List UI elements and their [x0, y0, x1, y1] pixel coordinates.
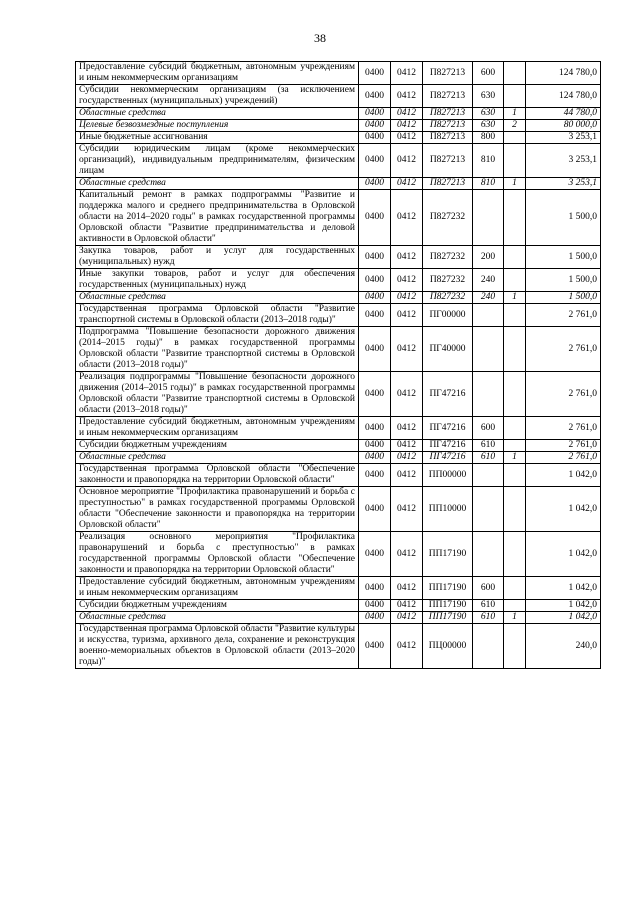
table-row	[76, 417, 601, 440]
expense-type-cell	[473, 190, 504, 246]
section-code-cell: 0400	[359, 440, 391, 452]
section-code-cell: 0400	[359, 62, 391, 85]
expense-type-cell	[473, 304, 504, 327]
funding-source-cell	[504, 577, 526, 600]
funding-source-cell	[504, 624, 526, 669]
expense-type-cell: 240	[473, 269, 504, 292]
subsection-code-cell: 0412	[391, 372, 423, 417]
subsection-code-cell: 0412	[391, 452, 423, 464]
item-name-cell: Закупка товаров, работ и услуг для государственных (муниципальных) нужд	[76, 246, 359, 269]
target-article-cell: ПП17190	[423, 532, 473, 577]
item-name-cell: Областные средства	[76, 612, 359, 624]
table-row	[76, 327, 601, 372]
amount-cell: 3 253,1	[526, 178, 601, 190]
table-row	[76, 144, 601, 178]
expense-type-cell: 200	[473, 246, 504, 269]
table-row	[76, 304, 601, 327]
section-code-cell: 0400	[359, 292, 391, 304]
expense-type-cell: 600	[473, 577, 504, 600]
target-article-cell: ПП17190	[423, 600, 473, 612]
expense-type-cell: 630	[473, 108, 504, 120]
item-name-cell: Подпрограмма "Повышение безопасности дорожного движения (2014–2015 годы)" в рамках государственной программы Орловской области "Развитие транспортной системы в Орловской области (2013–2018 годы)"	[76, 327, 359, 372]
item-name-cell: Предоставление субсидий бюджетным, автономным учреждениям и иным некоммерческим организациям	[76, 577, 359, 600]
expense-type-cell	[473, 532, 504, 577]
table-row	[76, 464, 601, 487]
expense-type-cell: 800	[473, 132, 504, 144]
section-code-cell: 0400	[359, 178, 391, 190]
table-row	[76, 600, 601, 612]
table-row	[76, 246, 601, 269]
subsection-code-cell: 0412	[391, 612, 423, 624]
amount-cell: 2 761,0	[526, 327, 601, 372]
target-article-cell: ПГ47216	[423, 440, 473, 452]
table-row	[76, 372, 601, 417]
funding-source-cell	[504, 372, 526, 417]
funding-source-cell	[504, 62, 526, 85]
table-row	[76, 190, 601, 246]
item-name-cell: Реализация подпрограммы "Повышение безопасности дорожного движения (2014–2015 годы)" в рамках государственной программы Орловской области "Развитие транспортной системы в Орловской области (2013–2018 годы)"	[76, 372, 359, 417]
item-name-cell: Субсидии юридическим лицам (кроме некоммерческих организаций), индивидуальным предпринимателям, физическим лицам	[76, 144, 359, 178]
table-row	[76, 624, 601, 669]
target-article-cell: ПП00000	[423, 464, 473, 487]
target-article-cell: ПГ40000	[423, 327, 473, 372]
subsection-code-cell: 0412	[391, 532, 423, 577]
amount-cell: 2 761,0	[526, 452, 601, 464]
item-name-cell: Предоставление субсидий бюджетным, автономным учреждениям и иным некоммерческим организациям	[76, 417, 359, 440]
subsection-code-cell: 0412	[391, 62, 423, 85]
amount-cell: 1 042,0	[526, 487, 601, 532]
section-code-cell: 0400	[359, 144, 391, 178]
target-article-cell: П827213	[423, 85, 473, 108]
table-row-regional-funds	[76, 452, 601, 464]
subsection-code-cell: 0412	[391, 304, 423, 327]
subsection-code-cell: 0412	[391, 246, 423, 269]
section-code-cell: 0400	[359, 327, 391, 372]
item-name-cell: Государственная программа Орловской области "Развитие транспортной системы в Орловской области (2013–2018 годы)"	[76, 304, 359, 327]
expense-type-cell: 600	[473, 62, 504, 85]
table-row-regional-funds	[76, 292, 601, 304]
section-code-cell: 0400	[359, 624, 391, 669]
target-article-cell: ПП10000	[423, 487, 473, 532]
expense-type-cell: 610	[473, 600, 504, 612]
target-article-cell: П827213	[423, 108, 473, 120]
section-code-cell: 0400	[359, 452, 391, 464]
funding-source-cell: 1	[504, 292, 526, 304]
funding-source-cell	[504, 440, 526, 452]
amount-cell: 2 761,0	[526, 417, 601, 440]
target-article-cell: ПГ47216	[423, 452, 473, 464]
expense-type-cell	[473, 487, 504, 532]
expense-type-cell: 610	[473, 440, 504, 452]
amount-cell: 1 042,0	[526, 577, 601, 600]
section-code-cell: 0400	[359, 269, 391, 292]
expense-type-cell	[473, 372, 504, 417]
subsection-code-cell: 0412	[391, 600, 423, 612]
funding-source-cell	[504, 85, 526, 108]
amount-cell: 1 500,0	[526, 269, 601, 292]
subsection-code-cell: 0412	[391, 327, 423, 372]
amount-cell: 80 000,0	[526, 120, 601, 132]
item-name-cell: Государственная программа Орловской области "Развитие культуры и искусства, туризма, архивного дела, сохранение и реконструкция военно-мемориальных объектов в Орловской области (2013–2020 годы)"	[76, 624, 359, 669]
section-code-cell: 0400	[359, 85, 391, 108]
amount-cell: 1 042,0	[526, 612, 601, 624]
target-article-cell: П827213	[423, 120, 473, 132]
table-row-regional-funds	[76, 108, 601, 120]
subsection-code-cell: 0412	[391, 292, 423, 304]
item-name-cell: Областные средства	[76, 178, 359, 190]
subsection-code-cell: 0412	[391, 487, 423, 532]
target-article-cell: ПЦ00000	[423, 624, 473, 669]
amount-cell: 2 761,0	[526, 440, 601, 452]
item-name-cell: Областные средства	[76, 108, 359, 120]
section-code-cell: 0400	[359, 612, 391, 624]
amount-cell: 124 780,0	[526, 62, 601, 85]
funding-source-cell	[504, 190, 526, 246]
target-article-cell: П827213	[423, 132, 473, 144]
item-name-cell: Реализация основного мероприятия "Профилактика правонарушений и борьба с преступностью" в рамках государственной программы Орловской области "Обеспечение законности и правопорядка на территории Орловской области"	[76, 532, 359, 577]
funding-source-cell: 2	[504, 120, 526, 132]
funding-source-cell	[504, 144, 526, 178]
table-row-regional-funds	[76, 178, 601, 190]
expense-type-cell	[473, 624, 504, 669]
item-name-cell: Предоставление субсидий бюджетным, автономным учреждениям и иным некоммерческим организациям	[76, 62, 359, 85]
subsection-code-cell: 0412	[391, 144, 423, 178]
item-name-cell: Иные бюджетные ассигнования	[76, 132, 359, 144]
subsection-code-cell: 0412	[391, 624, 423, 669]
funding-source-cell: 1	[504, 452, 526, 464]
amount-cell: 44 780,0	[526, 108, 601, 120]
section-code-cell: 0400	[359, 120, 391, 132]
target-article-cell: П827232	[423, 269, 473, 292]
table-row	[76, 132, 601, 144]
section-code-cell: 0400	[359, 577, 391, 600]
amount-cell: 3 253,1	[526, 132, 601, 144]
section-code-cell: 0400	[359, 108, 391, 120]
section-code-cell: 0400	[359, 464, 391, 487]
expense-type-cell: 630	[473, 120, 504, 132]
budget-table	[75, 61, 601, 669]
target-article-cell: ПП17190	[423, 577, 473, 600]
target-article-cell: П827232	[423, 292, 473, 304]
amount-cell: 1 042,0	[526, 600, 601, 612]
table-row-regional-funds	[76, 612, 601, 624]
item-name-cell: Субсидии некоммерческим организациям (за исключением государственных (муниципальных) учреждений)	[76, 85, 359, 108]
expense-type-cell: 240	[473, 292, 504, 304]
section-code-cell: 0400	[359, 132, 391, 144]
amount-cell: 2 761,0	[526, 372, 601, 417]
amount-cell: 3 253,1	[526, 144, 601, 178]
item-name-cell: Иные закупки товаров, работ и услуг для обеспечения государственных (муниципальных) нужд	[76, 269, 359, 292]
funding-source-cell	[504, 600, 526, 612]
funding-source-cell: 1	[504, 178, 526, 190]
table-row-regional-funds	[76, 120, 601, 132]
amount-cell: 1 500,0	[526, 292, 601, 304]
funding-source-cell: 1	[504, 612, 526, 624]
subsection-code-cell: 0412	[391, 190, 423, 246]
table-row	[76, 487, 601, 532]
funding-source-cell	[504, 132, 526, 144]
funding-source-cell	[504, 246, 526, 269]
funding-source-cell: 1	[504, 108, 526, 120]
target-article-cell: ПГ47216	[423, 417, 473, 440]
amount-cell: 1 500,0	[526, 246, 601, 269]
subsection-code-cell: 0412	[391, 178, 423, 190]
funding-source-cell	[504, 304, 526, 327]
funding-source-cell	[504, 269, 526, 292]
item-name-cell: Областные средства	[76, 452, 359, 464]
amount-cell: 240,0	[526, 624, 601, 669]
table-row	[76, 577, 601, 600]
item-name-cell: Целевые безвозмездные поступления	[76, 120, 359, 132]
table-row	[76, 440, 601, 452]
subsection-code-cell: 0412	[391, 108, 423, 120]
expense-type-cell: 630	[473, 85, 504, 108]
item-name-cell: Субсидии бюджетным учреждениям	[76, 440, 359, 452]
section-code-cell: 0400	[359, 417, 391, 440]
section-code-cell: 0400	[359, 246, 391, 269]
subsection-code-cell: 0412	[391, 417, 423, 440]
section-code-cell: 0400	[359, 190, 391, 246]
subsection-code-cell: 0412	[391, 85, 423, 108]
section-code-cell: 0400	[359, 532, 391, 577]
target-article-cell: П827232	[423, 246, 473, 269]
item-name-cell: Капитальный ремонт в рамках подпрограммы "Развитие и поддержка малого и среднего предпринимательства в Орловской области на 2014–2020 годы" в рамках государственной программы Орловской области "Развитие предпринимательства и деловой активности в Орловской области"	[76, 190, 359, 246]
subsection-code-cell: 0412	[391, 132, 423, 144]
table-row	[76, 85, 601, 108]
target-article-cell: П827213	[423, 178, 473, 190]
amount-cell: 1 042,0	[526, 532, 601, 577]
subsection-code-cell: 0412	[391, 464, 423, 487]
funding-source-cell	[504, 327, 526, 372]
expense-type-cell	[473, 464, 504, 487]
item-name-cell: Основное мероприятие "Профилактика правонарушений и борьба с преступностью" в рамках государственной программы Орловской области "Обеспечение законности и правопорядка на территории Орловской области"	[76, 487, 359, 532]
target-article-cell: П827213	[423, 62, 473, 85]
item-name-cell: Субсидии бюджетным учреждениям	[76, 600, 359, 612]
target-article-cell: ПГ00000	[423, 304, 473, 327]
amount-cell: 124 780,0	[526, 85, 601, 108]
table-row	[76, 62, 601, 85]
section-code-cell: 0400	[359, 304, 391, 327]
subsection-code-cell: 0412	[391, 577, 423, 600]
table-body	[76, 62, 601, 669]
amount-cell: 2 761,0	[526, 304, 601, 327]
amount-cell: 1 500,0	[526, 190, 601, 246]
subsection-code-cell: 0412	[391, 440, 423, 452]
table-row	[76, 532, 601, 577]
target-article-cell: ПГ47216	[423, 372, 473, 417]
expense-type-cell: 810	[473, 178, 504, 190]
funding-source-cell	[504, 532, 526, 577]
item-name-cell: Областные средства	[76, 292, 359, 304]
table-row	[76, 269, 601, 292]
expense-type-cell	[473, 327, 504, 372]
expense-type-cell: 610	[473, 612, 504, 624]
section-code-cell: 0400	[359, 600, 391, 612]
page-number: 38	[314, 31, 326, 45]
amount-cell: 1 042,0	[526, 464, 601, 487]
target-article-cell: ПП17190	[423, 612, 473, 624]
item-name-cell: Государственная программа Орловской области "Обеспечение законности и правопорядка на территории Орловской области"	[76, 464, 359, 487]
target-article-cell: П827232	[423, 190, 473, 246]
funding-source-cell	[504, 464, 526, 487]
subsection-code-cell: 0412	[391, 120, 423, 132]
funding-source-cell	[504, 417, 526, 440]
funding-source-cell	[504, 487, 526, 532]
expense-type-cell: 600	[473, 417, 504, 440]
subsection-code-cell: 0412	[391, 269, 423, 292]
expense-type-cell: 610	[473, 452, 504, 464]
section-code-cell: 0400	[359, 487, 391, 532]
target-article-cell: П827213	[423, 144, 473, 178]
expense-type-cell: 810	[473, 144, 504, 178]
section-code-cell: 0400	[359, 372, 391, 417]
